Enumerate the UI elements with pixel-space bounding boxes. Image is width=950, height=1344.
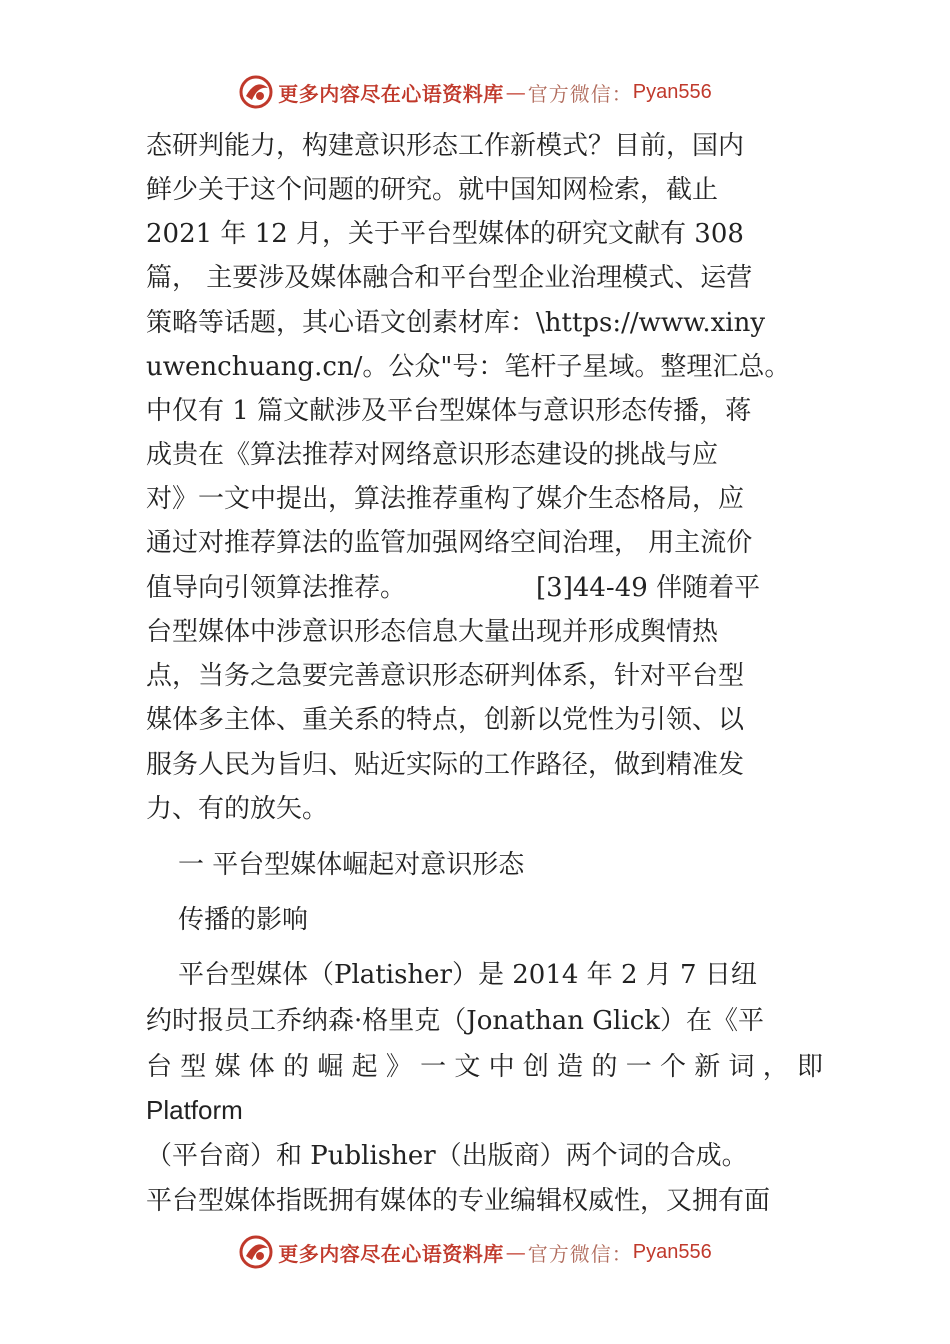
body-line: 对》一文中提出，算法推荐重构了媒介生态格局，应 [146,484,745,514]
body-line [146,568,760,608]
banner-wechat-id: Pyan556 [632,80,712,103]
body-line: 媒体多主体、重关系的特点，创新以党性为引领、以 [146,705,745,735]
banner-wechat-label: 官方微信： [527,1241,633,1266]
body-line: 服务人民为旨归、贴近实际的工作路径，做到精准发 [146,750,745,780]
body-line: 中仅有 1 篇文献涉及平台型媒体与意识形态传播，蒋 [146,396,752,426]
body-line: uwenchuang.cn/。公众"号：笔杆子星域。整理汇总。 [146,352,791,382]
body-line: 力、有的放矢。 [146,794,329,824]
body-line: Platform [146,1095,243,1125]
banner-prefix: 更多内容尽在心语资料库 [278,81,504,106]
body-line: 篇， 主要涉及媒体融合和平台型企业治理模式、运营 [146,263,753,293]
body-line: 成贵在《算法推荐对网络意识形态建设的挑战与应 [146,440,719,470]
body-line: 台 型 媒 体 的 崛 起 》 一 文 中 创 造 的 一 个 新 词 ， 即 [146,1052,824,1082]
banner-wechat-label: 官方微信： [527,81,633,106]
banner-dash: — [505,1240,526,1264]
body-line: 通过对推荐算法的监管加强网络空间治理， 用主流价 [146,528,753,558]
body-line: 点，当务之急要完善意识形态研判体系，针对平台型 [146,661,745,691]
footer-banner [0,1232,950,1272]
citation: [3]44-49 伴随着平 [536,573,761,603]
body-line: 平台型媒体（Platisher）是 2014 年 2 月 7 日纽 [178,960,757,990]
banner-wechat-id: Pyan556 [632,1240,712,1263]
banner-prefix: 更多内容尽在心语资料库 [278,1241,504,1266]
logo-icon [238,74,274,110]
body-line: 约时报员工乔纳森·格里克（Jonathan Glick）在《平 [146,1006,765,1036]
body-line: 台型媒体中涉意识形态信息大量出现并形成舆情热 [146,617,719,647]
body-line: 2021 年 12 月，关于平台型媒体的研究文献有 308 [146,219,744,249]
header-banner [0,72,950,112]
logo-icon [238,1234,274,1270]
body-line: 鲜少关于这个问题的研究。就中国知网检索，截止 [146,175,719,205]
body-line-part: 值导向引领算法推荐。 [146,573,407,603]
body-line: （平台商）和 Publisher（出版商）两个词的合成。 [146,1141,748,1171]
banner-dash: — [505,80,526,104]
body-line: 平台型媒体指既拥有媒体的专业编辑权威性，又拥有面 [146,1186,771,1216]
body-line: 策略等话题，其心语文创素材库：\https://www.xiny [146,308,766,338]
section-heading: 传播的影响 [178,905,309,935]
body-line: 态研判能力，构建意识形态工作新模式？目前，国内 [146,131,745,161]
section-heading: 一 平台型媒体崛起对意识形态 [178,850,525,880]
